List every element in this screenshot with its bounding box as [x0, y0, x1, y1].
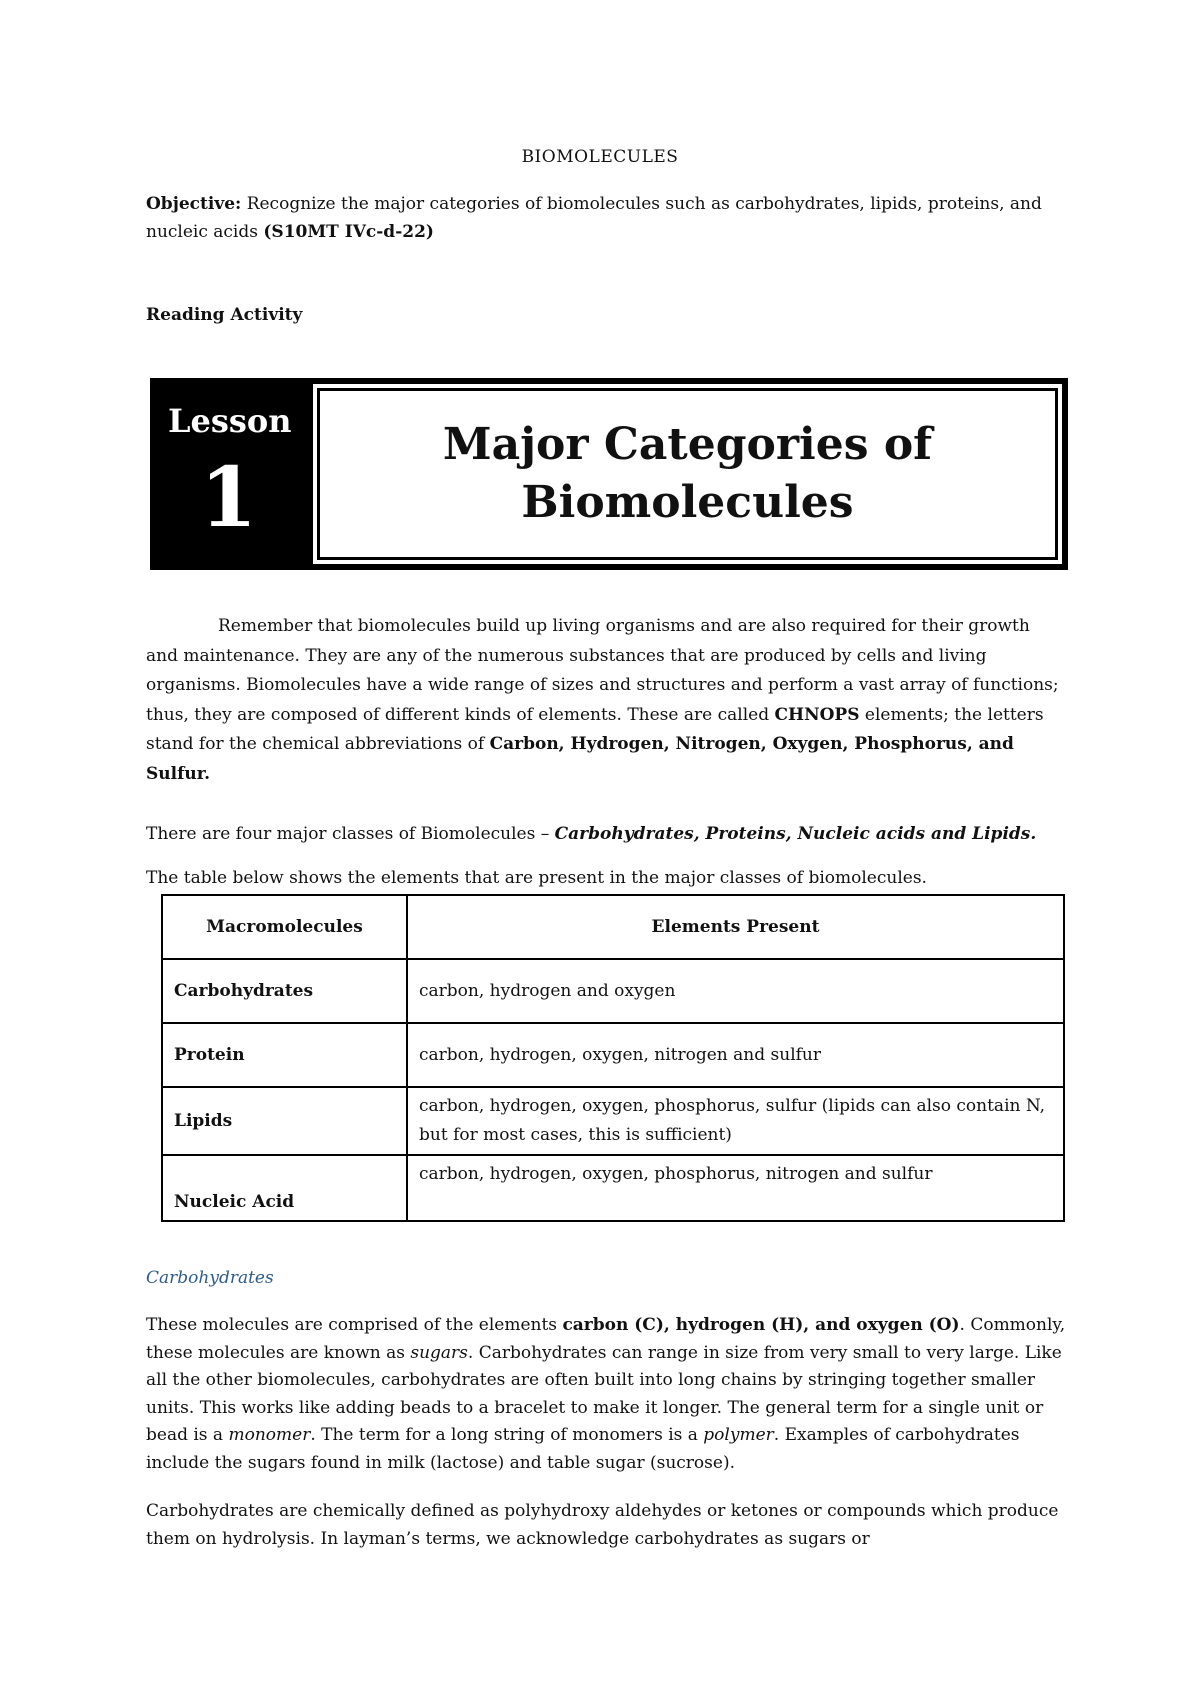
lesson-title-frame [313, 384, 1062, 564]
lesson-title-inner [317, 388, 1058, 560]
carb-text: . The term for a long string of monomers is a [310, 1425, 704, 1446]
classes-lead: There are four major classes of Biomolecules – [146, 824, 555, 844]
carbohydrates-paragraph-1 [146, 1312, 1066, 1478]
row-elements: carbon, hydrogen, oxygen, phosphorus, nitrogen and sulfur [407, 1155, 1064, 1221]
carb-text: . Carbohydrates can range in size from very small to very large. Like all the other biomolecules, carbohydrates are often built into long chains by stringing together smaller units. This works like adding beads to a bracelet to make it longer. The general term for a single unit or bead is a [146, 1342, 1062, 1446]
carbohydrates-heading: Carbohydrates [146, 1268, 274, 1288]
table-intro: The table below shows the elements that are present in the major classes of biomolecules. [146, 868, 927, 888]
row-elements: carbon, hydrogen, oxygen, nitrogen and sulfur [407, 1023, 1064, 1087]
intro-text-1: Remember that biomolecules build up living organisms and are also required for their growth and maintenance. They are any of the numerous substances that are produced by cells and living organisms. Biomolecules have a wide range of sizes and structures and perform a vast array of functions; thus, they are composed of different kinds of elements. These are called [146, 616, 1059, 725]
classes-paragraph [146, 820, 1066, 850]
header-elements-present: Elements Present [407, 895, 1064, 959]
lesson-number-box [150, 378, 307, 570]
lesson-number: 1 [199, 450, 258, 546]
row-name: Carbohydrates [162, 959, 407, 1023]
carb-text: . Examples of carbohydrates include the sugars found in milk (lactose) and table sugar (sucrose). [146, 1425, 1020, 1473]
table-header-row [162, 895, 1064, 959]
term-monomer: monomer [228, 1425, 311, 1446]
lesson-label: Lesson [168, 402, 292, 440]
objective-text: Recognize the major categories of biomolecules such as carbohydrates, lipids, proteins, and nucleic acids [146, 194, 1042, 242]
row-elements: carbon, hydrogen and oxygen [407, 959, 1064, 1023]
document-title: BIOMOLECULES [521, 147, 679, 167]
objective-label: Objective: [146, 194, 242, 214]
row-name: Nucleic Acid [162, 1155, 407, 1221]
row-name: Protein [162, 1023, 407, 1087]
term-sugars: sugars [410, 1342, 468, 1363]
lesson-title: Major Categories of Biomolecules [442, 419, 933, 528]
intro-paragraph [146, 612, 1066, 789]
table-row [162, 1023, 1064, 1087]
lesson-banner [150, 378, 1068, 570]
term-polymer: polymer [703, 1425, 774, 1446]
intro-text-2: elements; the letters stand for the chemical abbreviations of [146, 704, 1044, 754]
elements-list: Carbon, Hydrogen, Nitrogen, Oxygen, Phosphorus, and Sulfur. [146, 734, 1014, 784]
carb-elements: carbon (C), hydrogen (H), and oxygen (O) [562, 1315, 960, 1335]
chnops-term: CHNOPS [774, 704, 860, 725]
objective [146, 190, 1066, 246]
elements-table [161, 894, 1065, 1222]
table-row [162, 1087, 1064, 1155]
row-name: Lipids [162, 1087, 407, 1155]
header-macromolecules: Macromolecules [162, 895, 407, 959]
carb-text: These molecules are comprised of the elements [146, 1315, 563, 1335]
row-elements: carbon, hydrogen, oxygen, phosphorus, sulfur (lipids can also contain N, but for most cases, this is sufficient) [407, 1087, 1064, 1155]
table-row [162, 1155, 1064, 1221]
objective-code: (S10MT IVc-d-22) [263, 222, 434, 242]
classes-list: Carbohydrates, Proteins, Nucleic acids and Lipids. [554, 824, 1037, 844]
carbohydrates-paragraph-2: Carbohydrates are chemically defined as polyhydroxy aldehydes or ketones or compounds which produce them on hydrolysis. In layman’s terms, we acknowledge carbohydrates as sugars or [146, 1501, 1059, 1549]
reading-activity-heading: Reading Activity [146, 305, 303, 325]
table-row [162, 959, 1064, 1023]
carb-text: . Commonly, these molecules are known as [146, 1315, 1066, 1363]
